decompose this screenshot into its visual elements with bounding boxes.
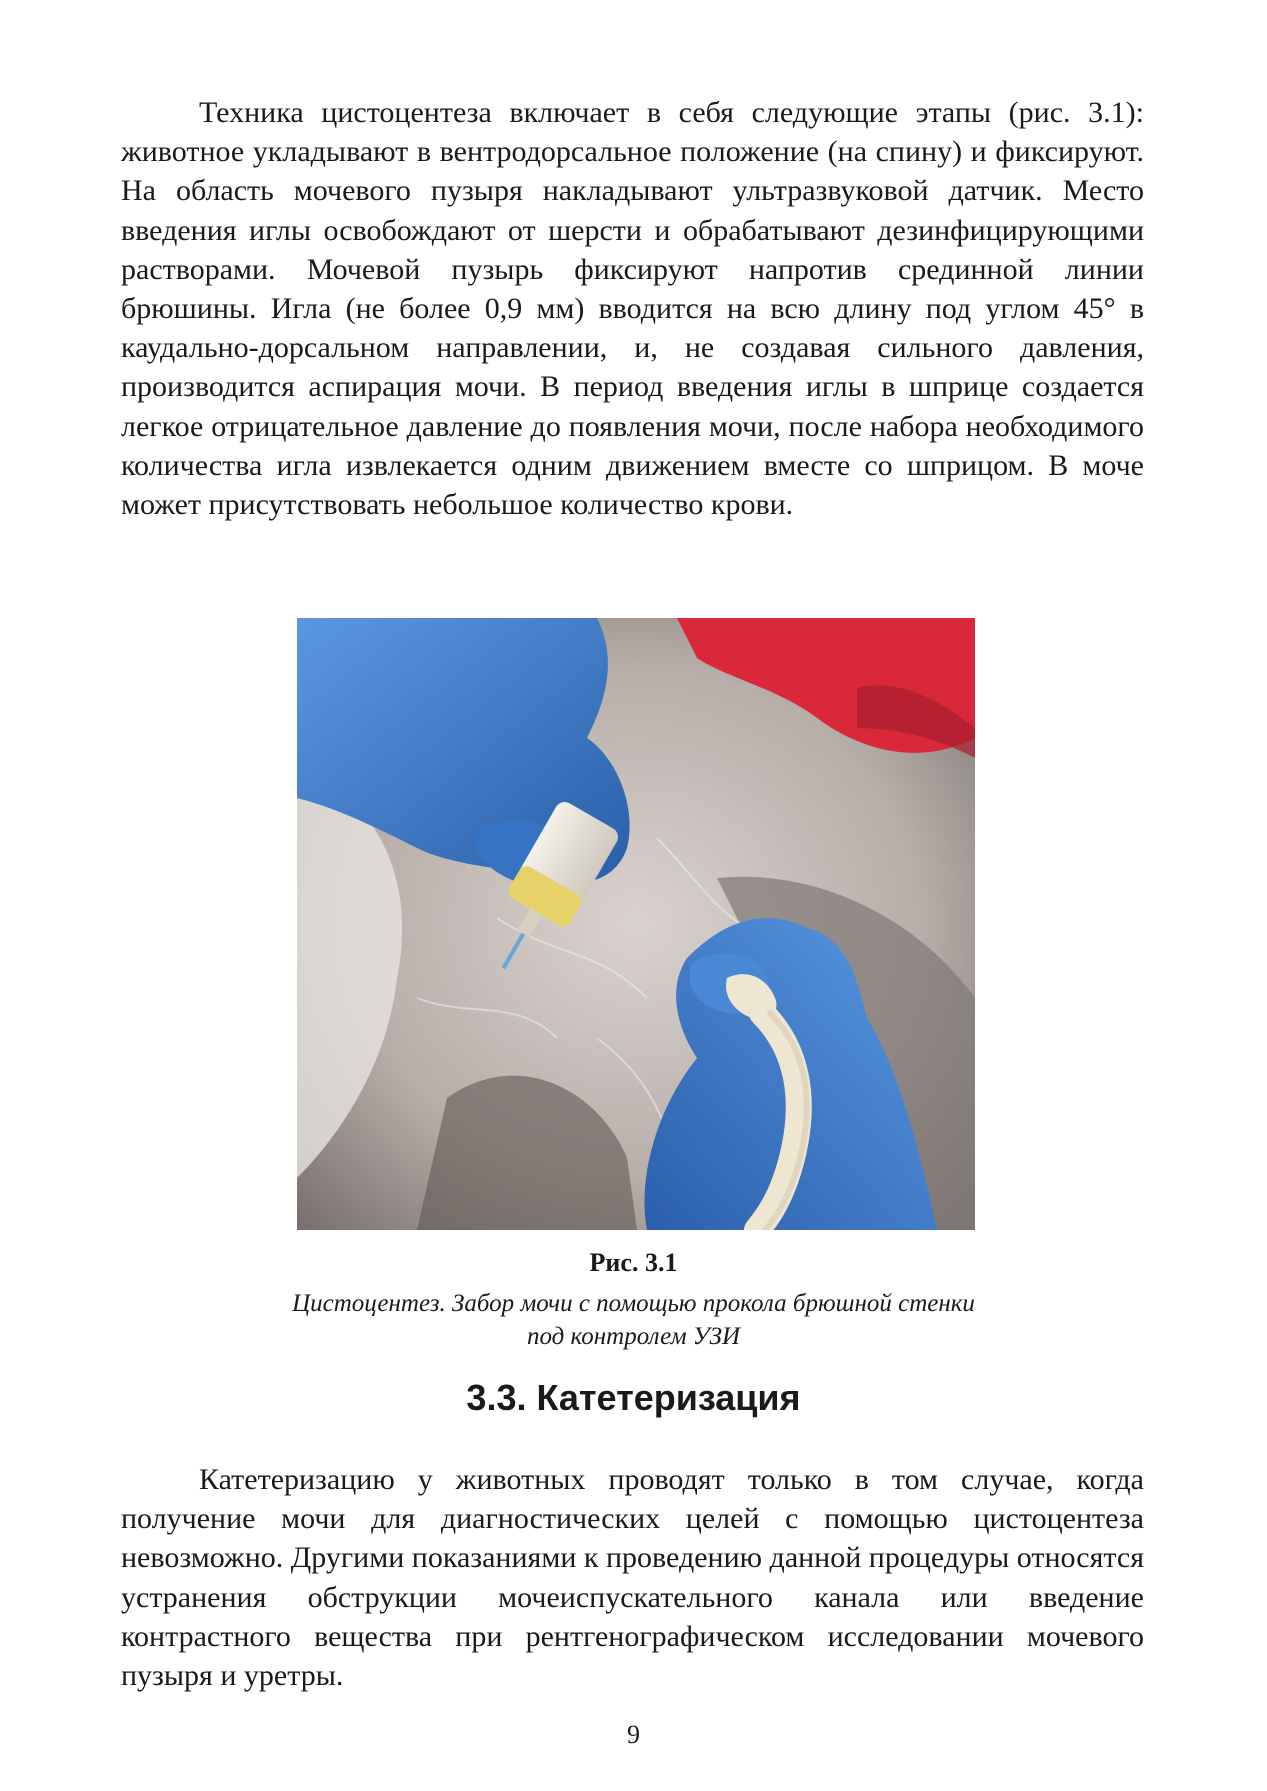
paragraph-catheterization: Катетеризацию у животных проводят только в том случае, когда получение мочи для диагностических целей с помощью цистоцентеза невозможно. Другими показаниями к проведению данной процедуры относятся устранения обструкции мочеиспускательного канала или введение контрастного вещества при рентгенографическом исследовании мочевого пузыря и уретры. [121, 1463, 1144, 1693]
cystocentesis-illustration [297, 618, 975, 1230]
section-heading: 3.3. Катетеризация [466, 1377, 801, 1418]
figure-caption-line-1: Цистоцентез. Забор мочи с помощью прокола брюшной стенки [292, 1290, 975, 1317]
figure-label: Рис. 3.1 [589, 1248, 678, 1277]
paragraph-cystocentesis-technique: Техника цистоцентеза включает в себя следующие этапы (рис. 3.1): животное укладывают в вентродорсальное положение (на спину) и фиксируют. На область мочевого пузыря накладывают ультразвуковой датчик. Место введения иглы освобождают от шерсти и обрабатывают дезинфицирующими растворами. Мочевой пузырь фиксируют напротив срединной линии брюшины. Игла (не более 0,9 мм) вводится на всю длину под углом 45° в каудально-дорсальном направлении, и, не создавая сильного давления, производится аспирация мочи. В период введения иглы в шприце создается легкое отрицательное давление до появления мочи, после набора необходимого количества игла извлекается одним движением вместе со шприцом. В моче может присутствовать небольшое количество крови. [121, 96, 1144, 522]
page-number: 9 [627, 1720, 640, 1749]
figure-caption [200, 1287, 1067, 1353]
figure-caption-line-2: под контролем УЗИ [526, 1323, 741, 1350]
figure-cystocentesis-photo [297, 618, 975, 1230]
